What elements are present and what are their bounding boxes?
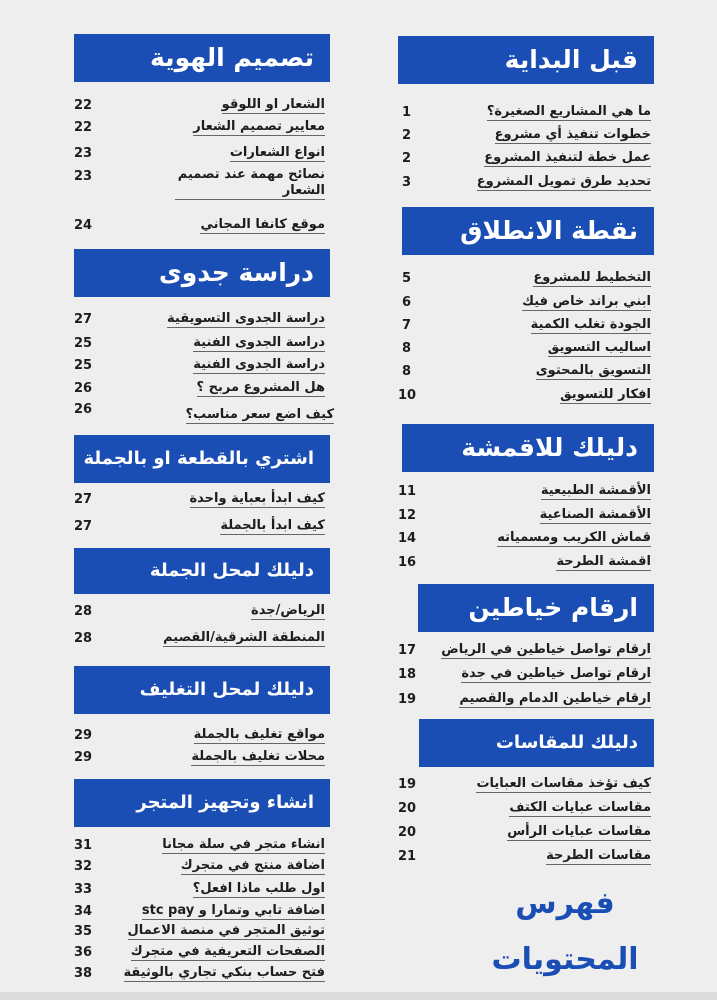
toc-page-number: 29 (74, 750, 93, 765)
toc-item-label: كيف تؤخذ مقاسات العبايات (476, 776, 651, 791)
toc-item[interactable] (398, 847, 651, 869)
toc-page-number: 23 (74, 169, 93, 184)
toc-page-number: 3 (402, 175, 412, 190)
toc-item[interactable] (74, 490, 325, 512)
toc-page-number: 19 (398, 777, 417, 792)
toc-item[interactable] (74, 310, 325, 332)
toc-item-label: نصائح مهمة عند تصميم الشعار (175, 167, 325, 200)
toc-page-number: 19 (398, 692, 417, 707)
toc-item-label: خطوات تنفيذ أي مشروع (494, 127, 651, 142)
toc-page-number: 25 (74, 358, 93, 373)
section-heading: دراسة جدوى (74, 249, 330, 297)
toc-item[interactable] (398, 823, 651, 845)
page-title-line2: المحتويات (491, 942, 639, 977)
toc-item[interactable] (74, 356, 325, 378)
toc-page-number: 33 (74, 882, 93, 897)
toc-page-number: 28 (74, 631, 93, 646)
toc-item-label: التسويق بالمحتوى (535, 363, 651, 378)
toc-item-label: مقاسات الطرحة (546, 848, 651, 863)
toc-item[interactable] (74, 167, 325, 205)
toc-item-label: قماش الكريب ومسمياته (497, 530, 651, 545)
toc-item[interactable] (74, 922, 325, 944)
toc-item-label: انشاء متجر في سلة مجانا (162, 837, 325, 852)
toc-item-label: ابني براند خاص فيك (522, 294, 651, 309)
toc-page-number: 22 (74, 120, 93, 135)
toc-page-number: 14 (398, 531, 417, 546)
section-heading: اشتري بالقطعة او بالجملة (74, 435, 330, 483)
toc-page-number: 8 (402, 341, 412, 356)
toc-item[interactable] (74, 400, 334, 428)
toc-item-label: كيف اضع سعر مناسب؟ (185, 407, 334, 422)
toc-item[interactable] (74, 334, 325, 356)
toc-item[interactable] (402, 103, 651, 125)
section-heading: دليلك للمقاسات (419, 719, 654, 767)
toc-item[interactable] (398, 553, 651, 575)
toc-item[interactable] (74, 629, 325, 651)
toc-page-number: 23 (74, 146, 93, 161)
toc-item-label: محلات تغليف بالجملة (191, 749, 325, 764)
toc-page-number: 32 (74, 859, 93, 874)
toc-item-label: ارقام خياطين الدمام والقصيم (459, 691, 651, 706)
toc-item-label: دراسة الجدوى التسويقية (167, 311, 325, 326)
toc-item[interactable] (402, 362, 651, 384)
page-title (470, 880, 660, 984)
toc-item-label: مواقع تغليف بالجملة (193, 727, 325, 742)
toc-item[interactable] (402, 269, 651, 291)
toc-item[interactable] (402, 126, 651, 148)
toc-item-label: مقاسات عبايات الكتف (509, 800, 651, 815)
toc-page-number: 1 (402, 105, 412, 120)
toc-item[interactable] (74, 902, 325, 924)
toc-item-label: عمل خطة لتنفيذ المشروع (484, 150, 651, 165)
toc-item[interactable] (74, 118, 325, 140)
toc-item-label: معايير تصميم الشعار (193, 119, 325, 134)
toc-item[interactable] (74, 602, 325, 624)
toc-page-number: 17 (398, 643, 417, 658)
toc-page-number: 27 (74, 492, 93, 507)
toc-item-label: انواع الشعارات (229, 145, 325, 160)
toc-page-number: 7 (402, 318, 412, 333)
toc-page-number: 20 (398, 801, 417, 816)
section-heading: قبل البداية (398, 36, 654, 84)
toc-page-number: 38 (74, 966, 93, 981)
toc-item-label: الشعار او اللوقو (221, 97, 325, 112)
toc-page-number: 2 (402, 128, 412, 143)
toc-item-label: تحديد طرق تمويل المشروع (476, 174, 651, 189)
toc-page-number: 29 (74, 728, 93, 743)
toc-item[interactable] (74, 964, 325, 986)
toc-item-label: دراسة الجدوى الفنية (193, 357, 325, 372)
toc-page-number: 36 (74, 945, 93, 960)
toc-item[interactable] (74, 836, 325, 858)
toc-page-number: 12 (398, 508, 417, 523)
toc-item-label: موقع كانفا المجاني (200, 217, 325, 232)
toc-page-number: 25 (74, 336, 93, 351)
toc-item-label: اضافة تابي وتمارا و stc pay (141, 903, 325, 918)
toc-item[interactable] (74, 748, 325, 770)
toc-item-label: المنطقة الشرقية/القصيم (163, 630, 325, 645)
toc-item-label: ارقام تواصل خياطين في جدة (461, 666, 651, 681)
toc-item-label: توثيق المتجر في منصة الاعمال (127, 923, 325, 938)
toc-item[interactable] (74, 857, 325, 879)
page-bottom-edge (0, 992, 717, 1000)
toc-item-label: هل المشروع مربح ؟ (196, 380, 325, 395)
toc-item[interactable] (398, 482, 651, 504)
toc-item[interactable] (74, 379, 325, 401)
toc-page-number: 2 (402, 151, 412, 166)
toc-item-label: الصفحات التعريفية في متجرك (130, 944, 325, 959)
toc-page-number: 24 (74, 218, 93, 233)
toc-item[interactable] (402, 293, 651, 315)
toc-page-number: 8 (402, 364, 412, 379)
section-heading: دليلك للاقمشة (402, 424, 654, 472)
toc-page-number: 31 (74, 838, 93, 853)
toc-item-label: الرياض/جدة (251, 603, 325, 618)
toc-item-label: الأقمشة الطبيعية (540, 483, 651, 498)
toc-item[interactable] (74, 880, 325, 902)
toc-item[interactable] (74, 726, 325, 748)
toc-item-label: مقاسات عبايات الرأس (507, 824, 651, 839)
toc-item[interactable] (398, 775, 651, 797)
section-heading: دليلك لمحل الجملة (74, 548, 330, 594)
toc-page-number: 28 (74, 604, 93, 619)
toc-page-number: 21 (398, 849, 417, 864)
toc-page-number: 26 (74, 402, 93, 417)
toc-item[interactable] (398, 529, 651, 551)
toc-item-label: فتح حساب بنكي تجاري بالوثيقة (123, 965, 325, 980)
toc-item-label: الجودة تغلب الكمية (530, 317, 651, 332)
toc-item-label: اقمشة الطرحة (556, 554, 651, 569)
toc-page-number: 22 (74, 98, 93, 113)
toc-page-number: 10 (398, 388, 417, 403)
toc-page-number: 16 (398, 555, 417, 570)
toc-item-label: افكار للتسويق (560, 387, 651, 402)
section-heading: انشاء وتجهيز المتجر (74, 779, 330, 827)
toc-item[interactable] (398, 665, 651, 687)
toc-item-label: دراسة الجدوى الفنية (193, 335, 325, 350)
toc-item-label: ارقام تواصل خياطين في الرياض (441, 642, 651, 657)
toc-item-label: التخطيط للمشروع (533, 270, 651, 285)
toc-item-label: كيف ابدأ بعباية واحدة (189, 491, 325, 506)
toc-item[interactable] (74, 144, 325, 166)
section-heading: تصميم الهوية (74, 34, 330, 82)
toc-page-number: 18 (398, 667, 417, 682)
toc-item[interactable] (74, 943, 325, 965)
toc-item[interactable] (398, 690, 651, 712)
section-heading: نقطة الانطلاق (402, 207, 654, 255)
toc-page-number: 5 (402, 271, 412, 286)
toc-page-number: 20 (398, 825, 417, 840)
toc-item[interactable] (402, 173, 651, 195)
toc-item[interactable] (74, 96, 325, 118)
section-heading: دليلك لمحل التغليف (74, 666, 330, 714)
toc-page-number: 26 (74, 381, 93, 396)
section-heading: ارقام خياطين (418, 584, 654, 632)
toc-page-number: 6 (402, 295, 412, 310)
toc-item[interactable] (74, 517, 325, 539)
toc-item[interactable] (74, 216, 325, 238)
toc-item[interactable] (398, 799, 651, 821)
toc-item-label: اساليب التسويق (547, 340, 651, 355)
toc-item[interactable] (402, 339, 651, 361)
page-title-line1: فهرس (515, 886, 615, 921)
toc-item-label: كيف ابدأ بالجملة (220, 518, 325, 533)
toc-item-label: ما هي المشاريع الصغيرة؟ (486, 104, 651, 119)
toc-item[interactable] (402, 149, 651, 171)
toc-item[interactable] (398, 506, 651, 528)
toc-item[interactable] (398, 386, 651, 408)
toc-page-number: 34 (74, 904, 93, 919)
toc-item[interactable] (402, 316, 651, 338)
toc-page-number: 35 (74, 924, 93, 939)
toc-item-label: اضافة منتج في متجرك (180, 858, 325, 873)
toc-item-label: الأقمشة الصناعية (539, 507, 651, 522)
toc-page-number: 27 (74, 312, 93, 327)
toc-page-number: 11 (398, 484, 417, 499)
toc-page-number: 27 (74, 519, 93, 534)
toc-item[interactable] (398, 641, 651, 663)
toc-item-label: اول طلب ماذا افعل؟ (192, 881, 325, 896)
